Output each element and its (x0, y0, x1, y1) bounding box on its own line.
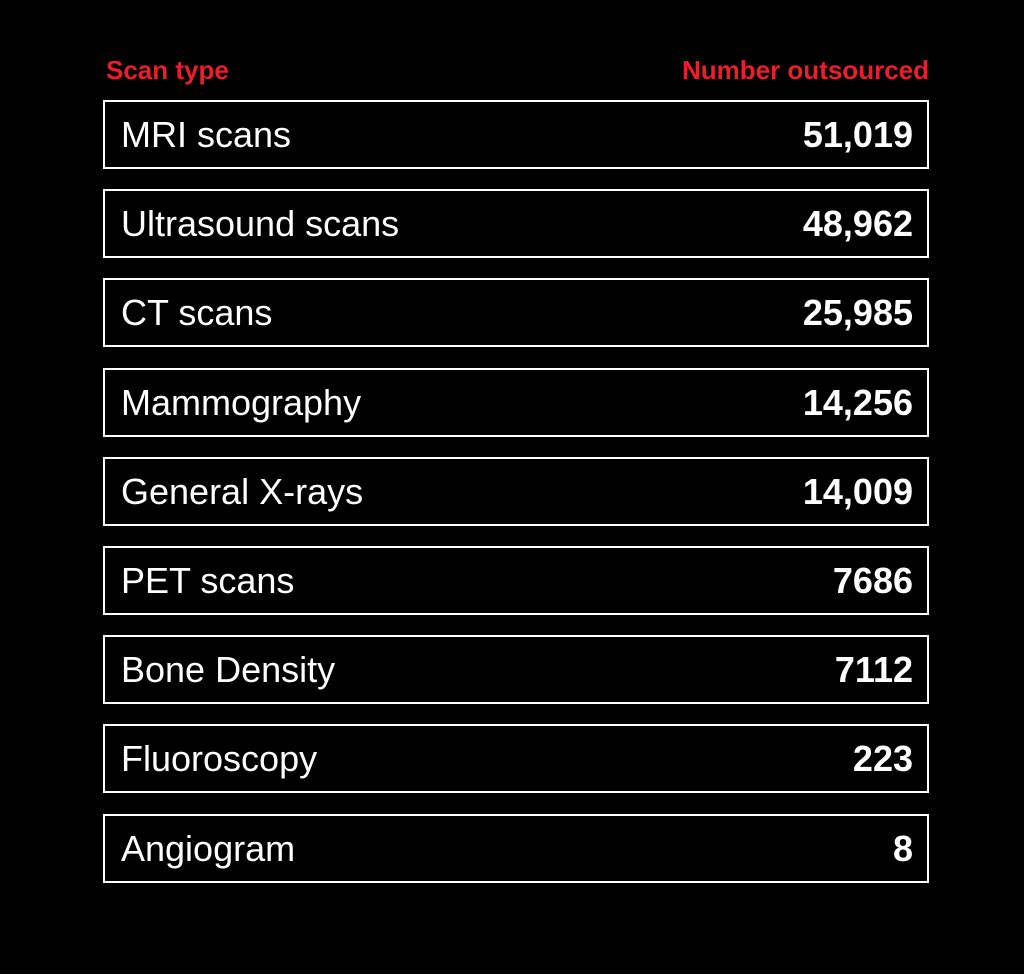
scan-type-label: General X-rays (121, 470, 364, 512)
table-row (103, 635, 929, 704)
number-outsourced-value: 8 (892, 827, 913, 869)
table-row (103, 724, 929, 793)
number-outsourced-value: 223 (852, 738, 913, 780)
number-outsourced-value: 7686 (832, 560, 913, 601)
scan-type-label: Fluoroscopy (121, 738, 318, 780)
number-outsourced-value: 48,962 (802, 203, 913, 245)
scan-type-label: Bone Density (121, 649, 336, 691)
scan-type-label: Angiogram (121, 827, 296, 869)
number-outsourced-value: 7112 (834, 649, 913, 691)
table-row (103, 368, 929, 437)
number-outsourced-value: 51,019 (802, 114, 913, 155)
scan-type-label: CT scans (121, 292, 273, 334)
number-outsourced-value: 14,009 (802, 470, 913, 512)
scan-type-label: PET scans (121, 560, 295, 601)
table-row (103, 457, 929, 526)
scan-type-label: Mammography (121, 381, 362, 423)
number-outsourced-value: 14,256 (802, 381, 913, 423)
column-header-number-outsourced: Number outsourced (681, 55, 929, 85)
number-outsourced-value: 25,985 (802, 292, 913, 334)
table-row (103, 278, 929, 347)
scan-type-label: Ultrasound scans (121, 203, 400, 245)
scan-table (103, 50, 929, 869)
column-header-scan-type: Scan type (106, 55, 229, 85)
table-row (103, 189, 929, 258)
table-row (103, 100, 929, 169)
scan-type-label: MRI scans (121, 114, 292, 155)
table-row (103, 546, 929, 615)
table-row (103, 814, 929, 883)
table-header (103, 50, 929, 100)
